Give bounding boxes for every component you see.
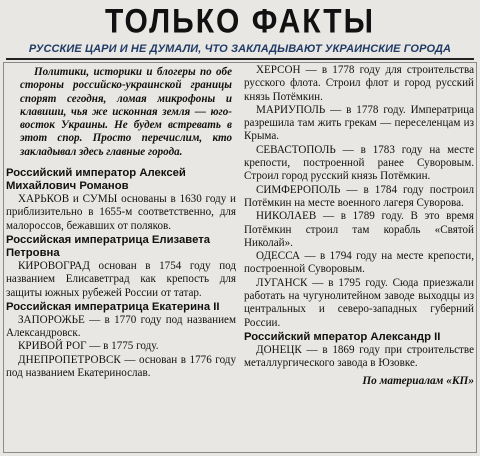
entry-mariupol: МАРИУПОЛЬ — в 1778 году. Императрица разрешила там жить грекам — переселенцам из Крыма. (244, 103, 474, 143)
section-title-elizabeth: Российская императрица Елизавета Петровна (6, 233, 211, 259)
entry-simferopol: СИМФЕРОПОЛЬ — в 1784 году построил Потёмкин на месте военного лагеря Суворова. (244, 183, 474, 209)
headline: ТОЛЬКО ФАКТЫ (104, 2, 376, 41)
entry-krivoy-rog: КРИВОЙ РОГ — в 1775 году. (18, 340, 159, 353)
entry-dnepropetrovsk: ДНЕПРОПЕТРОВСК — основан в 1776 году под названием Екатеринослав. (6, 353, 236, 380)
entry-sevastopol: СЕВАСТОПОЛЬ — в 1783 году на месте крепости, построенной ранее Суворовым. Строил город русский князь Потёмкин. (244, 143, 474, 183)
article-columns (6, 64, 474, 388)
entry-kharkov-sumy: ХАРЬКОВ и СУМЫ основаны в 1630 году и приблизительно в 1655-м соответственно, для малороссов, бежавших от поляков. (6, 193, 236, 232)
entry-kirovograd: КИРОВОГРАД основан в 1754 году под названием Елисаветград как крепость для защиты южных рубежей России от татар. (6, 259, 236, 299)
entry-donetsk: ДОНЕЦК — в 1869 году при строительстве металлургического завода в Юзовке. (244, 343, 474, 370)
source-credit: По материалам «КП» (362, 374, 474, 387)
right-column (244, 64, 474, 388)
section-title-catherine: Российская императрица Екатерина II (6, 300, 220, 313)
entry-nikolaev: НИКОЛАЕВ — в 1789 году. В это время Потёмкин строил там корабль «Святой Николай». (244, 210, 474, 249)
section-title-alexey: Российский император Алексей Михайлович Романов (6, 167, 186, 193)
section-title-alexander: Российский мператор Александр II (244, 330, 441, 343)
entry-lugansk: ЛУГАНСК — в 1795 году. Сюда приезжали работать на чугунолитейном заводе выходцы из центральных и северо-западных губерний России. (244, 276, 474, 329)
subtitle: РУССКИЕ ЦАРИ И НЕ ДУМАЛИ, ЧТО ЗАКЛАДЫВАЮТ УКРАИНСКИЕ ГОРОДА (28, 43, 452, 55)
left-column (6, 64, 236, 388)
intro-text: Политики, историки и блогеры по обе стороны российско-украинской границы спорят сегодня, ломая микрофоны и клавиши, чья же исконная земля — юго-восток Украины. Не будем встревать в этот спор. Просто перечислим, кто закладывал здесь главные города. (20, 66, 232, 158)
entry-odessa: ОДЕССА — в 1794 году на месте крепости, построенной Суворовым. (244, 250, 474, 276)
entry-zaporozhye: ЗАПОРОЖЬЕ — в 1770 году под названием Александровск. (6, 313, 236, 340)
entry-kherson: ХЕРСОН — в 1778 году для строительства русского флота. Строил флот и город русский князь Потёмкин. (244, 64, 474, 103)
divider (6, 58, 474, 60)
intro-block (6, 64, 236, 159)
